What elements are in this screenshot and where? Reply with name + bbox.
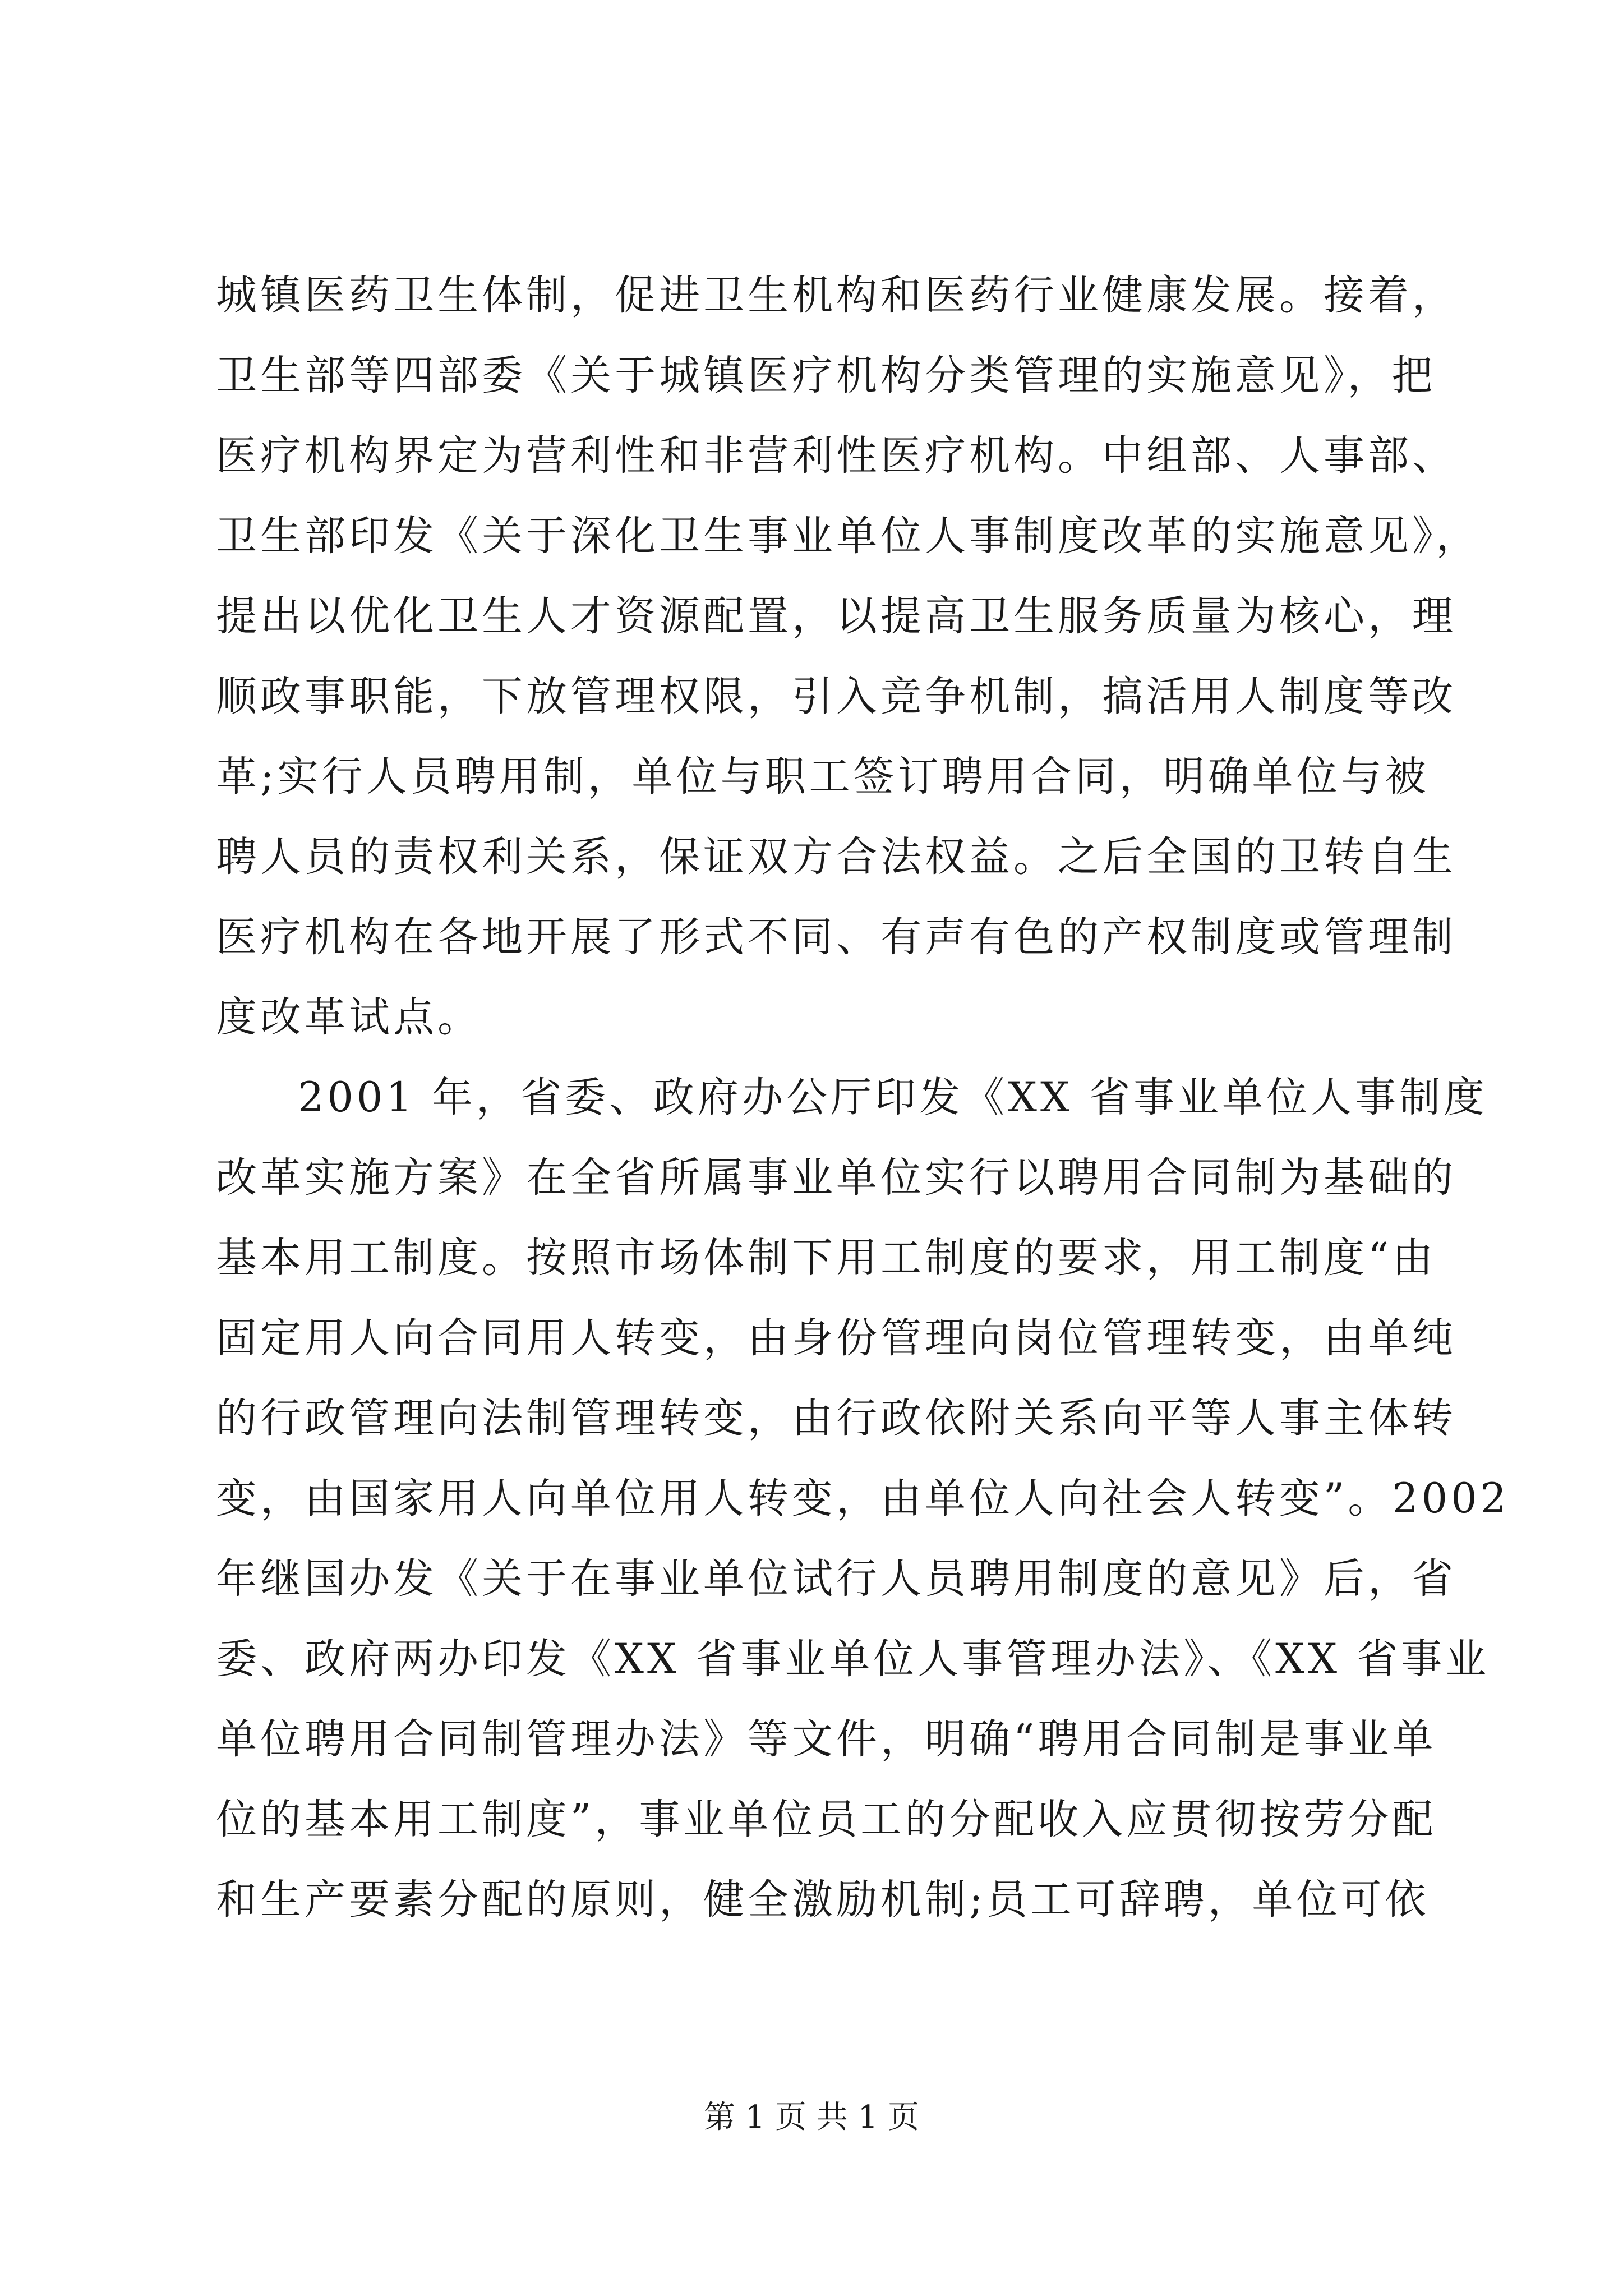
paragraph-1 (216, 255, 1481, 1057)
text-line: 革;实行人员聘用制，单位与职工签订聘用合同，明确单位与被 (216, 753, 1430, 800)
body-text (216, 255, 1510, 1940)
page-number: 第 1 页 共 1 页 (703, 2099, 920, 2136)
text-line: 固定用人向合同用人转变，由身份管理向岗位管理转变，由单纯 (216, 1314, 1456, 1362)
text-line: 提出以优化卫生人才资源配置，以提高卫生服务质量为核心，理 (216, 592, 1456, 640)
text-line: 聘人员的责权利关系，保证双方合法权益。之后全国的卫转自生 (216, 833, 1456, 881)
text-line: 卫生部印发《关于深化卫生事业单位人事制度改革的实施意见》， (216, 512, 1481, 560)
text-line: 医疗机构界定为营利性和非营利性医疗机构。中组部、人事部、 (216, 432, 1456, 480)
text-line: 改革实施方案》在全省所属事业单位实行以聘用合同制为基础的 (216, 1154, 1456, 1202)
text-line: 和生产要素分配的原则，健全激励机制;员工可辞聘，单位可依 (216, 1876, 1430, 1924)
text-line: 位的基本用工制度”，事业单位员工的分配收入应贯彻按劳分配 (216, 1796, 1437, 1843)
text-line: 卫生部等四部委《关于城镇医疗机构分类管理的实施意见》，把 (216, 352, 1436, 399)
text-line: 2001 年，省委、政府办公厅印发《XX 省事业单位人事制度 (298, 1074, 1488, 1121)
paragraph-2 (216, 1057, 1510, 1940)
text-line: 基本用工制度。按照市场体制下用工制度的要求，用工制度“由 (216, 1234, 1437, 1282)
text-line: 年继国办发《关于在事业单位试行人员聘用制度的意见》后，省 (216, 1555, 1456, 1603)
text-line: 的行政管理向法制管理转变，由行政依附关系向平等人事主体转 (216, 1395, 1456, 1442)
page-footer (0, 2095, 1623, 2140)
text-line: 城镇医药卫生体制，促进卫生机构和医药行业健康发展。接着， (216, 272, 1456, 319)
text-line: 单位聘用合同制管理办法》等文件，明确“聘用合同制是事业单 (216, 1715, 1437, 1763)
text-line: 变，由国家用人向单位用人转变，由单位人向社会人转变”。2002 (216, 1475, 1510, 1522)
text-line: 度改革试点。 (216, 993, 482, 1041)
text-line: 医疗机构在各地开展了形式不同、有声有色的产权制度或管理制 (216, 913, 1456, 961)
text-line: 顺政事职能，下放管理权限，引入竞争机制，搞活用人制度等改 (216, 673, 1456, 720)
text-line: 委、政府两办印发《XX 省事业单位人事管理办法》、《XX 省事业 (216, 1635, 1490, 1683)
